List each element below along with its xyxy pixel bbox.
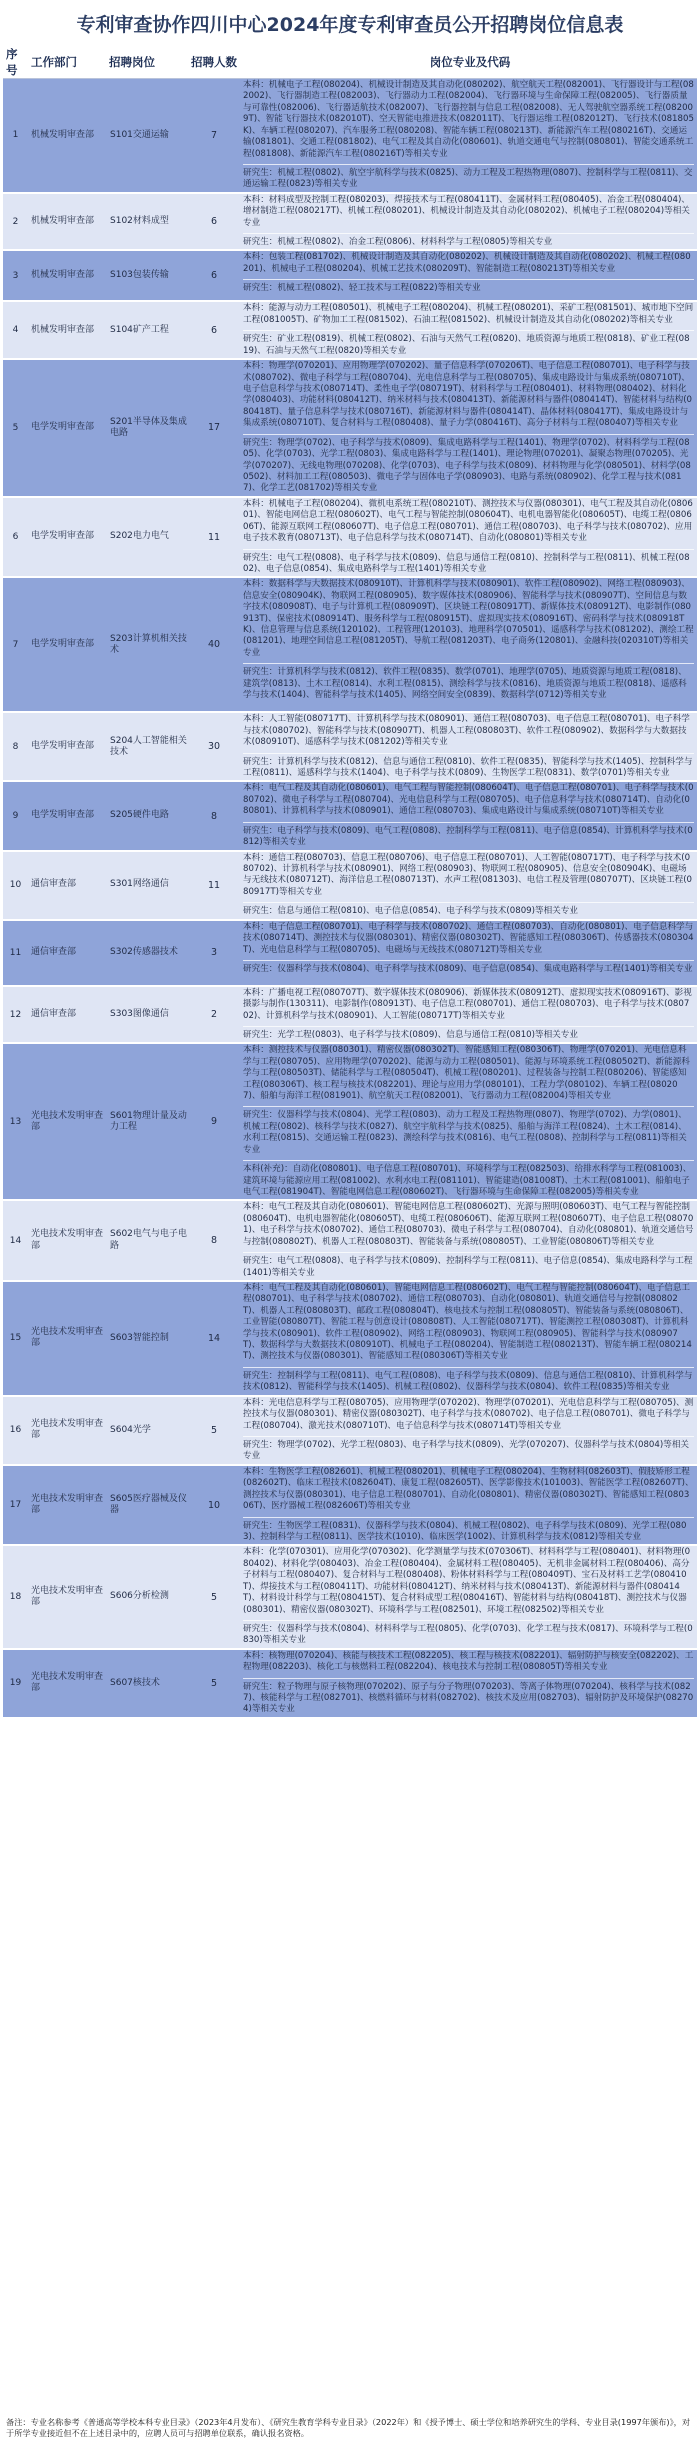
row-department: 电学发明审查部 xyxy=(28,577,106,712)
table-row xyxy=(3,851,697,920)
header-num: 招聘人数 xyxy=(188,46,240,79)
row-number: 15 xyxy=(3,1281,28,1396)
row-department: 机械发明审查部 xyxy=(28,301,106,359)
row-number: 8 xyxy=(3,712,28,781)
table-row xyxy=(3,1465,697,1546)
row-department: 光电技术发明审查部 xyxy=(28,1545,106,1648)
row-number: 12 xyxy=(3,986,28,1044)
majors-paragraph: 研究生：机械工程(0802)、冶金工程(0806)、材料科学与工程(0805)等相关专业 xyxy=(243,233,694,248)
row-majors xyxy=(240,301,697,359)
majors-paragraph: 研究生：机械工程(0802)、航空宇航科学与技术(0825)、动力工程及工程热物理(0807)、控制科学与工程(0811)、交通运输工程(0823)等相关专业 xyxy=(243,164,694,191)
majors-paragraph: 研究生：计算机科学与技术(0812)、信息与通信工程(0810)、软件工程(0835)、智能科学与技术(1405)、控制科学与工程(0811)、遥感科学与技术(1404)、电子科学与技术(0809)、生物医学工程(0831)、数学(0701)等相关专业 xyxy=(243,753,694,780)
row-number: 9 xyxy=(3,781,28,850)
majors-paragraph: 研究生：电气工程(0808)、电子科学与技术(0809)、信息与通信工程(0810)、控制科学与工程(0811)、机械工程(0802)、电子信息(0854)、集成电路科学与工程(1401)等相关专业 xyxy=(243,549,694,576)
row-majors xyxy=(240,986,697,1044)
majors-paragraph: 研究生：仪器科学与技术(0804)、光学工程(0803)、动力工程及工程热物理(0807)、物理学(0702)、力学(0801)、机械工程(0802)、核科学与技术(0827)、航空宇航科学与技术(0825)、船舶与海洋工程(0824)、土木工程(0814)、水利工程(0815)、交通运输工程(0823)、测绘科学与技术(0816)、电气工程(0808)、控制科学与工程(0811)等相关专业 xyxy=(243,1106,694,1156)
majors-paragraph: 研究生：物理学(0702)、光学工程(0803)、电子科学与技术(0809)、光学(070207)、仪器科学与技术(0804)等相关专业 xyxy=(243,1436,694,1463)
row-number: 16 xyxy=(3,1396,28,1465)
row-number: 11 xyxy=(3,920,28,986)
row-position: S603智能控制 xyxy=(106,1281,188,1396)
row-majors xyxy=(240,79,697,193)
row-majors xyxy=(240,712,697,781)
row-number: 19 xyxy=(3,1649,28,1718)
table-row xyxy=(3,712,697,781)
row-number: 14 xyxy=(3,1200,28,1281)
row-headcount: 30 xyxy=(188,712,240,781)
row-number: 3 xyxy=(3,250,28,301)
row-number: 1 xyxy=(3,79,28,193)
row-majors xyxy=(240,1649,697,1718)
row-department: 电学发明审查部 xyxy=(28,359,106,497)
row-number: 10 xyxy=(3,851,28,920)
majors-paragraph: 研究生：光学工程(0803)、电子科学与技术(0809)、信息与通信工程(0810)等相关专业 xyxy=(243,1026,694,1041)
row-headcount: 8 xyxy=(188,1200,240,1281)
table-row xyxy=(3,1649,697,1718)
header-pos: 招聘岗位 xyxy=(106,46,188,79)
majors-paragraph: 研究生：信息与通信工程(0810)、电子信息(0854)、电子科学与技术(0809)等相关专业 xyxy=(243,902,694,917)
table-row xyxy=(3,1396,697,1465)
row-position: S303图像通信 xyxy=(106,986,188,1044)
row-position: S602电气与电子电路 xyxy=(106,1200,188,1281)
row-position: S204人工智能相关技术 xyxy=(106,712,188,781)
row-department: 电学发明审查部 xyxy=(28,712,106,781)
majors-paragraph: 研究生：仪器科学与技术(0804)、材料科学与工程(0805)、化学(0703)、化学工程与技术(0817)、环境科学与工程(0830)等相关专业 xyxy=(243,1620,694,1647)
majors-paragraph: 研究生：电气工程(0808)、电子科学与技术(0809)、控制科学与工程(0811)、电子信息(0854)、集成电路科学与工程(1401)等相关专业 xyxy=(243,1252,694,1279)
majors-paragraph: 本科：测控技术与仪器(080301)、精密仪器(080302T)、智能感知工程(080306T)、物理学(070201)、光电信息科学与工程(080705)、应用物理学(070202)、能源与动力工程(080501)、能源与环境系统工程(080502T)、新能源科学与工程(080503T)、储能科学与工程(080504T)、机械工程(080201)、过程装备与控制工程(080206)、智能感知工程(080306T)、核工程与核技术(082201)、理论与应用力学(080101)、工程力学(080102)、车辆工程(080207)、船舶与海洋工程(081901)、航空航天工程(082001)、飞行器动力工程(082004)等相关专业 xyxy=(243,1045,690,1102)
row-headcount: 2 xyxy=(188,986,240,1044)
row-department: 光电技术发明审查部 xyxy=(28,1465,106,1546)
table-row xyxy=(3,1545,697,1648)
majors-paragraph: 研究生：矿业工程(0819)、机械工程(0802)、石油与天然气工程(0820)、地质资源与地质工程(0818)、矿业工程(0819)、石油与天然气工程(0820)等相关专业 xyxy=(243,330,694,357)
row-headcount: 5 xyxy=(188,1545,240,1648)
row-number: 13 xyxy=(3,1043,28,1200)
row-position: S606分析检测 xyxy=(106,1545,188,1648)
table-header-row xyxy=(3,46,697,79)
row-majors xyxy=(240,1465,697,1546)
row-majors xyxy=(240,1545,697,1648)
row-department: 通信审查部 xyxy=(28,851,106,920)
row-headcount: 11 xyxy=(188,497,240,578)
row-headcount: 6 xyxy=(188,250,240,301)
row-department: 机械发明审查部 xyxy=(28,193,106,251)
row-headcount: 17 xyxy=(188,359,240,497)
row-headcount: 40 xyxy=(188,577,240,712)
majors-paragraph: 本科：电气工程及其自动化(080601)、智能电网信息工程(080602T)、电气工程与智能控制(080604T)、电子信息工程(080701)、电子科学与技术(080702)、通信工程(080703)、自动化(080801)、轨道交通信号与控制(080802T)、机器人工程(080803T)、邮政工程(080804T)、核电技术与控制工程(080805T)、智能装备与系统(080806T)、工业智能(080807T)、智能工程与创意设计(080808T)、人工智能(080717T)、智能测控工程(080308T)、计算机科学与技术(080901)、软件工程(080902)、网络工程(080903)、物联网工程(080905)、智能科学与技术(080907T)、数据科学与大数据技术(080910T)、机械电子工程(080204)、智能制造工程(080213T)、智能车辆工程(080214T)、测控技术与仪器(080301)、智能感知工程(080306T)等相关专业 xyxy=(243,1282,692,1362)
table-row xyxy=(3,79,697,193)
row-department: 电学发明审查部 xyxy=(28,781,106,850)
majors-paragraph: 本科(补充)：自动化(080801)、电子信息工程(080701)、环境科学与工程(082503)、给排水科学与工程(081003)、建筑环境与能源应用工程(081002)、水利水电工程(081101)、智能建造(081008T)、土木工程(081001)、船舶电子电气工程(081904T)、智能电网信息工程(080602T)、飞行器环境与生命保障工程(082005)等相关专业 xyxy=(243,1160,694,1198)
page-title: 专利审查协作四川中心2024年度专利审查员公开招聘岗位信息表 xyxy=(76,13,624,36)
majors-paragraph: 研究生：粒子物理与原子核物理(070202)、原子与分子物理(070203)、等离子体物理(070204)、核科学与技术(0827)、核能科学与工程(082701)、核燃料循环与材料(082702)、核技术及应用(082703)、辐射防护及环境保护(082704)等相关专业 xyxy=(243,1678,694,1716)
majors-paragraph: 本科：核物理(070204)、核能与核技术工程(082205)、核工程与核技术(082201)、辐射防护与核安全(082202)、工程物理(082203)、核化工与核燃料工程(082204)、核电技术与控制工程(080805T)等相关专业 xyxy=(243,1650,694,1673)
row-number: 2 xyxy=(3,193,28,251)
row-position: S203计算机相关技术 xyxy=(106,577,188,712)
majors-paragraph: 本科：机械电子工程(080204)、机械设计制造及其自动化(080202)、航空航天工程(082001)、飞行器设计与工程(082002)、飞行器制造工程(082003)、飞行器动力工程(082004)、飞行器环境与生命保障工程(082005)、飞行器质量与可靠性(082006)、飞行器适航技术(082007)、飞行器控制与信息工程(082008)、无人驾驶航空器系统工程(082009T)、智能飞行器技术(082010T)、空天智能电推进技术(082011T)、飞行器运维工程(082012T)、飞行技术(081805K)、车辆工程(080207)、汽车服务工程(080208)、智能车辆工程(080213T)、新能源汽车工程(080216T)、交通运输(081801)、交通工程(081802)、电气工程及其自动化(080601)、轨道交通电气与控制(080801)、智能交通系统工程(081808)、新能源汽车工程(080216T)等相关专业 xyxy=(243,80,694,159)
majors-paragraph: 研究生：仪器科学与技术(0804)、电子科学与技术(0809)、电子信息(0854)、集成电路科学与工程(1401)等相关专业 xyxy=(243,960,694,975)
row-headcount: 3 xyxy=(188,920,240,986)
row-department: 光电技术发明审查部 xyxy=(28,1043,106,1200)
table-row xyxy=(3,193,697,251)
table-row xyxy=(3,250,697,301)
table-row xyxy=(3,1200,697,1281)
row-department: 光电技术发明审查部 xyxy=(28,1396,106,1465)
majors-paragraph: 本科：电子信息工程(080701)、电子科学与技术(080702)、通信工程(080703)、自动化(080801)、电子信息科学与技术(080714T)、测控技术与仪器(080301)、精密仪器(080302T)、智能感知工程(080306T)、传感器技术(080304T)、光电信息科学与工程(080705)、电磁场与无线技术(080712T)等相关专业 xyxy=(243,921,694,955)
row-position: S101交通运输 xyxy=(106,79,188,193)
row-number: 5 xyxy=(3,359,28,497)
row-majors xyxy=(240,1281,697,1396)
row-headcount: 8 xyxy=(188,781,240,850)
row-majors xyxy=(240,1396,697,1465)
row-position: S205硬件电路 xyxy=(106,781,188,850)
row-headcount: 10 xyxy=(188,1465,240,1546)
row-position: S601物理计量及动力工程 xyxy=(106,1043,188,1200)
majors-paragraph: 本科：光电信息科学与工程(080705)、应用物理学(070202)、物理学(070201)、光电信息科学与工程(080705)、测控技术与仪器(080301)、精密仪器(080302T)、电子科学与技术(080702)、电子信息工程(080701)、微电子科学与工程(080704)、激光技术(080710T)、电子信息科学与技术(080714T)等相关专业 xyxy=(243,1397,694,1431)
row-department: 通信审查部 xyxy=(28,986,106,1044)
majors-paragraph: 本科：数据科学与大数据技术(080910T)、计算机科学与技术(080901)、软件工程(080902)、网络工程(080903)、信息安全(080904K)、物联网工程(080905)、数字媒体技术(080906)、智能科学与技术(080907T)、空间信息与数字技术(080908T)、电子与计算机工程(080909T)、区块链工程(080917T)、新媒体技术(080912T)、电影制作(080913T)、保密技术(080914T)、服务科学与工程(080915T)、虚拟现实技术(080916T)、密码科学与技术(080918TK)、信息管理与信息系统(120102)、工程管理(120103)、地理科学(070501)、遥感科学与技术(081202)、测绘工程(081201)、地理空间信息工程(081205T)、导航工程(081203T)、电子商务(120801)、金融科技(020310T)等相关专业 xyxy=(243,579,694,658)
row-majors xyxy=(240,497,697,578)
row-number: 6 xyxy=(3,497,28,578)
majors-paragraph: 研究生：生物医学工程(0831)、仪器科学与技术(0804)、机械工程(0802)、电子科学与技术(0809)、光学工程(0803)、控制科学与工程(0811)、医学技术(1010)、临床医学(1002)、计算机科学与技术(0812)等相关专业 xyxy=(243,1517,694,1544)
majors-paragraph: 本科：包装工程(081702)、机械设计制造及其自动化(080202)、机械设计制造及其自动化(080202)、机械工程(080201)、机械电子工程(080204)、机械工艺技术(080209T)、智能制造工程(080213T)等相关专业 xyxy=(243,252,691,274)
table-row xyxy=(3,781,697,850)
table-row xyxy=(3,1043,697,1200)
row-position: S604光学 xyxy=(106,1396,188,1465)
majors-paragraph: 本科：能源与动力工程(080501)、机械电子工程(080204)、机械工程(080201)、采矿工程(081501)、城市地下空间工程(081005T)、矿物加工工程(081502)、石油工程(081502)、机械设计制造及其自动化(080202)等相关专业 xyxy=(243,303,694,325)
row-headcount: 9 xyxy=(188,1043,240,1200)
row-majors xyxy=(240,1043,697,1200)
majors-paragraph: 研究生：电子科学与技术(0809)、电气工程(0808)、控制科学与工程(0811)、电子信息(0854)、计算机科学与技术(0812)等相关专业 xyxy=(243,822,694,849)
row-position: S103包装传输 xyxy=(106,250,188,301)
row-majors xyxy=(240,250,697,301)
row-position: S605医疗器械及仪器 xyxy=(106,1465,188,1546)
majors-paragraph: 本科：电气工程及其自动化(080601)、智能电网信息工程(080602T)、光源与照明(080603T)、电气工程与智能控制(080604T)、电机电器智能化(080605T)、电缆工程(080606T)、能源互联网工程(080607T)、电子信息工程(080701)、电子科学与技术(080702)、通信工程(080703)、微电子科学与工程(080704)、自动化(080801)、轨道交通信号与控制(080802T)、机器人工程(080803T)、智能装备与系统(080805T)、工业智能(080806T)等相关专业 xyxy=(243,1202,694,1247)
majors-paragraph: 研究生：计算机科学与技术(0812)、软件工程(0835)、数学(0701)、地理学(0705)、地质资源与地质工程(0818)、建筑学(0813)、土木工程(0814)、水利工程(0815)、测绘科学与技术(0816)、地质资源与地质工程(0818)、遥感科学与技术(1404)、智能科学与技术(1405)、网络空间安全(0839)、数据科学(0712)等相关专业 xyxy=(243,663,694,701)
row-headcount: 6 xyxy=(188,301,240,359)
row-position: S301网络通信 xyxy=(106,851,188,920)
row-majors xyxy=(240,920,697,986)
row-department: 光电技术发明审查部 xyxy=(28,1281,106,1396)
majors-paragraph: 研究生：机械工程(0802)、轻工技术与工程(0822)等相关专业 xyxy=(243,279,694,294)
row-position: S202电力电气 xyxy=(106,497,188,578)
table-row xyxy=(3,359,697,497)
majors-paragraph: 本科：化学(070301)、应用化学(070302)、化学测量学与技术(070306T)、材料科学与工程(080401)、材料物理(080402)、材料化学(080403)、冶金工程(080404)、金属材料工程(080405)、无机非金属材料工程(080406)、高分子材料与工程(080407)、复合材料与工程(080408)、粉体材料科学与工程(080409T)、宝石及材料工艺学(080410T)、焊接技术与工程(080411T)、功能材料(080412T)、纳米材料与技术(080413T)、新能源材料与器件(080414T)、材料设计科学与工程(080415T)、复合材料成型工程(080416T)、智能材料与结构(080418T)、测控技术与仪器(080301)、精密仪器(080302T)、环境科学与工程(082501)、环境工程(082502)等相关专业 xyxy=(243,1547,691,1615)
table-row xyxy=(3,497,697,578)
row-department: 通信审查部 xyxy=(28,920,106,986)
table-row xyxy=(3,577,697,712)
row-department: 光电技术发明审查部 xyxy=(28,1200,106,1281)
row-headcount: 6 xyxy=(188,193,240,251)
row-majors xyxy=(240,851,697,920)
table-body xyxy=(3,79,697,1718)
header-no: 序号 xyxy=(3,46,28,79)
header-detail: 岗位专业及代码 xyxy=(240,46,697,79)
row-majors xyxy=(240,781,697,850)
row-department: 电学发明审查部 xyxy=(28,497,106,578)
row-position: S102材料成型 xyxy=(106,193,188,251)
row-position: S607核技术 xyxy=(106,1649,188,1718)
row-position: S302传感器技术 xyxy=(106,920,188,986)
row-majors xyxy=(240,577,697,712)
row-position: S201半导体及集成电路 xyxy=(106,359,188,497)
row-department: 光电技术发明审查部 xyxy=(28,1649,106,1718)
row-headcount: 5 xyxy=(188,1649,240,1718)
majors-paragraph: 本科：广播电视工程(080707T)、数字媒体技术(080906)、新媒体技术(080912T)、虚拟现实技术(080916T)、影视摄影与制作(130311)、电影制作(080913T)、电子信息工程(080701)、通信工程(080703)、电子科学与技术(080702)、计算机科学与技术(080901)、人工智能(080717T)等相关专业 xyxy=(243,987,692,1021)
footnote: 备注：专业名称参考《普通高等学校本科专业目录》（2023年4月发布）、《研究生教育学科专业目录》（2022年）和《授予博士、硕士学位和培养研究生的学科、专业目录(1997年颁布)》，对于所学专业接近但不在上述目录中的，应聘人员可与招聘单位联系，确认报名资格。 xyxy=(6,2417,691,2438)
row-headcount: 14 xyxy=(188,1281,240,1396)
majors-paragraph: 本科：生物医学工程(082601)、机械工程(080201)、机械电子工程(080204)、生物材料(082603T)、假肢矫形工程(082602T)、临床工程技术(082604T)、康复工程(082605T)、医学影像技术(101003)、智能医学工程(082607T)、测控技术与仪器(080301)、电子信息工程(080701)、自动化(080801)、精密仪器(080302T)、智能感知工程(080306T)、医疗器械工程(082606T)等相关专业 xyxy=(243,1466,694,1512)
row-number: 17 xyxy=(3,1465,28,1546)
table-row xyxy=(3,920,697,986)
majors-paragraph: 研究生：控制科学与工程(0811)、电气工程(0808)、电子科学与技术(0809)、信息与通信工程(0810)、计算机科学与技术(0812)、智能科学与技术(1405)、机械工程(0802)、仪器科学与技术(0804)、软件工程(0835)等相关专业 xyxy=(243,1367,694,1394)
row-majors xyxy=(240,193,697,251)
majors-paragraph: 本科：材料成型及控制工程(080203)、焊接技术与工程(080411T)、金属材料工程(080405)、冶金工程(080404)、增材制造工程(080217T)、机械工程(080201)、机械设计制造及其自动化(080202)、机械电子工程(080204)等相关专业 xyxy=(243,194,690,228)
majors-paragraph: 本科：电气工程及其自动化(080601)、电气工程与智能控制(080604T)、电子信息工程(080701)、电子科学与技术(080702)、微电子科学与工程(080704)、光电信息科学与工程(080705)、电子信息科学与技术(080714T)、自动化(080801)、计算机科学与技术(080901)、通信工程(080703)、集成电路设计与集成系统(080710T)等相关专业 xyxy=(243,783,694,817)
table-row xyxy=(3,1281,697,1396)
row-number: 7 xyxy=(3,577,28,712)
row-number: 4 xyxy=(3,301,28,359)
row-position: S104矿产工程 xyxy=(106,301,188,359)
row-number: 18 xyxy=(3,1545,28,1648)
row-headcount: 11 xyxy=(188,851,240,920)
majors-paragraph: 研究生：物理学(0702)、电子科学与技术(0809)、集成电路科学与工程(1401)、物理学(0702)、材料科学与工程(0805)、化学(0703)、光学工程(0803)、集成电路科学与工程(1401)、理论物理(070201)、凝聚态物理(070205)、光学(070207)、无线电物理(070208)、化学(0703)、电子科学与技术(0809)、材料物理与化学(080501)、材料学(080502)、材料加工工程(080503)、微电子学与固体电子学(080903)、电路与系统(080902)、化学工程与技术(0817)、化学工艺(081702)等相关专业 xyxy=(243,434,694,495)
header-dept: 工作部门 xyxy=(28,46,106,79)
majors-paragraph: 本科：物理学(070201)、应用物理学(070202)、量子信息科学(070206T)、电子信息工程(080701)、电子科学与技术(080702)、微电子科学与工程(080704)、光电信息科学与工程(080705)、集成电路设计与集成系统(080710T)、电子信息科学与技术(080714T)、柔性电子学(080719T)、材料科学与工程(080401)、材料物理(080402)、材料化学(080403)、功能材料(080412T)、纳米材料与技术(080413T)、新能源材料与器件(080414T)、智能材料与结构(080418T)、量子信息科学与技术(080716T)、新能源材料与器件(080414T)、晶体材料(080417T)、集成电路设计与集成系统(080710T)、复合材料与工程(080408)、量子力学(080416T)、高分子材料与工程(080407)等相关专业 xyxy=(243,361,693,429)
table-row xyxy=(3,986,697,1044)
row-department: 机械发明审查部 xyxy=(28,79,106,193)
row-headcount: 5 xyxy=(188,1396,240,1465)
majors-paragraph: 本科：通信工程(080703)、信息工程(080706)、电子信息工程(080701)、人工智能(080717T)、电子科学与技术(080702)、计算机科学与技术(080901)、网络工程(080903)、物联网工程(080905)、信息安全(080904K)、电磁场与无线技术(080712T)、海洋信息工程(080713T)、水声工程(081303)、电信工程及管理(080707T)、区块链工程(080917T)等相关专业 xyxy=(243,852,693,897)
row-department: 机械发明审查部 xyxy=(28,250,106,301)
row-majors xyxy=(240,359,697,497)
majors-paragraph: 本科：人工智能(080717T)、计算机科学与技术(080901)、通信工程(080703)、电子信息工程(080701)、电子科学与技术(080702)、智能科学与技术(080907T)、机器人工程(080803T)、软件工程(080902)、数据科学与大数据技术(080910T)、遥感科学与技术(081202)等相关专业 xyxy=(243,714,690,748)
majors-paragraph: 本科：机械电子工程(080204)、微机电系统工程(080210T)、测控技术与仪器(080301)、电气工程及其自动化(080601)、智能电网信息工程(080602T)、电气工程与智能控制(080604T)、电机电器智能化(080605T)、电缆工程(080606T)、能源互联网工程(080607T)、电子信息工程(080701)、通信工程(080703)、电子科学与技术(080702)、应用电子技术教育(080713T)、电子信息科学与技术(080714T)、自动化(080801)等相关专业 xyxy=(243,498,693,544)
table-row xyxy=(3,301,697,359)
row-majors xyxy=(240,1200,697,1281)
positions-table xyxy=(3,46,697,1719)
row-headcount: 7 xyxy=(188,79,240,193)
